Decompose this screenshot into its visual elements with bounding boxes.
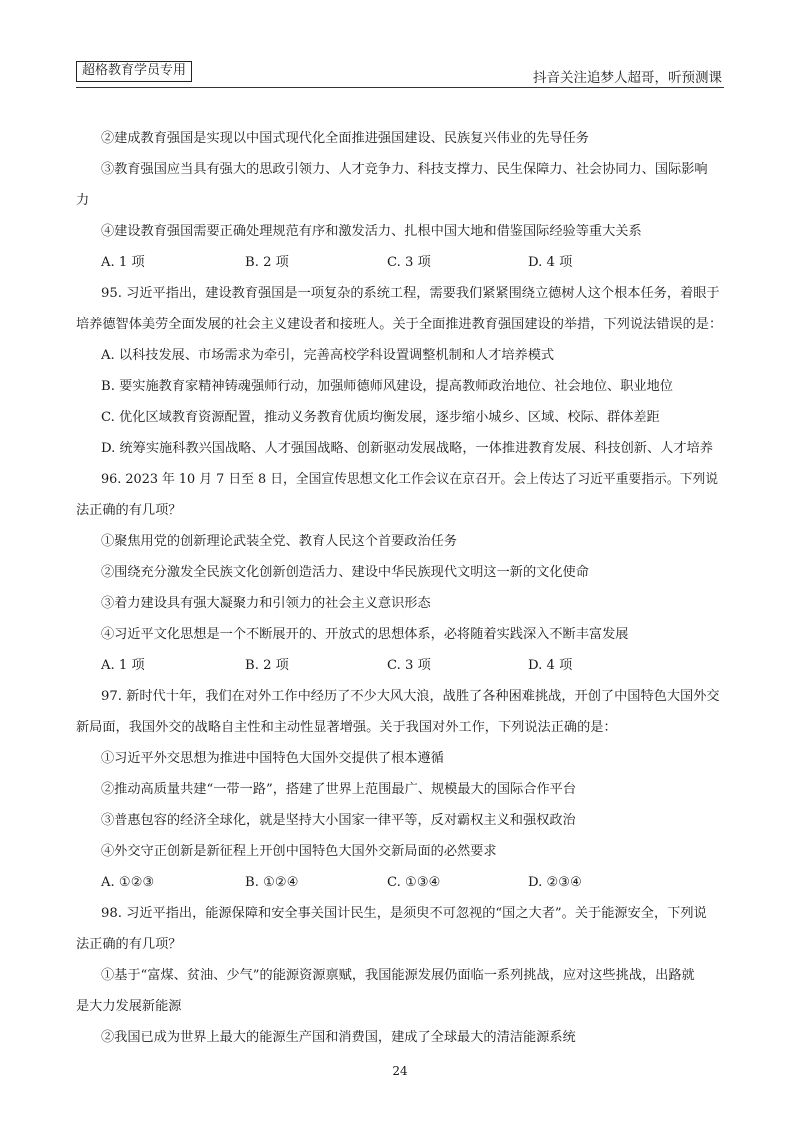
q94-option-d: D. 4 项 [528, 255, 573, 270]
q97-stem-cont: 新局面，我国外交的战略自主性和主动性显著增强。关于我国对外工作，下列说法正确的是： [76, 720, 617, 735]
header-divider [76, 87, 724, 88]
q94-option-a: A. 1 项 [101, 255, 145, 270]
q96-item-2: ②围绕充分激发全民族文化创新创造活力、建设中华民族现代文明这一新的文化使命 [101, 565, 589, 580]
q97-option-d: D. ②③④ [528, 875, 582, 890]
q97-item-2: ②推动高质量共建“一带一路”，搭建了世界上范围最广、规模最大的国际合作平台 [101, 782, 577, 797]
q96-option-d: D. 4 项 [528, 658, 573, 673]
q98-item-1: ①基于“富煤、贫油、少气”的能源资源禀赋，我国能源发展仍面临一系列挑战，应对这些挑战，出路就 [101, 968, 695, 983]
q98-stem-cont: 法正确的有几项？ [76, 937, 182, 952]
q97-option-a: A. ①②③ [101, 875, 155, 890]
q95-option-a: A. 以科技发展、市场需求为牵引，完善高校学科设置调整机制和人才培养模式 [101, 348, 555, 363]
q97-item-3: ③普惠包容的经济全球化，就是坚持大小国家一律平等，反对霸权主义和强权政治 [101, 813, 576, 828]
q96-stem-cont: 法正确的有几项？ [76, 503, 182, 518]
header-badge: 超格教育学员专用 [76, 61, 192, 82]
q94-item-2: ②建成教育强国是实现以中国式现代化全面推进强国建设、民族复兴伟业的先导任务 [101, 131, 589, 146]
q98-stem: 98. 习近平指出，能源保障和安全事关国计民生，是须臾不可忽视的“国之大者”。关于能源安全，下列说 [101, 906, 707, 921]
q95-option-b: B. 要实施教育家精神铸魂强师行动，加强师德师风建设，提高教师政治地位、社会地位、职业地位 [101, 379, 673, 394]
q96-option-c: C. 3 项 [387, 658, 431, 673]
q97-stem: 97. 新时代十年，我们在对外工作中经历了不少大风大浪，战胜了各种困难挑战，开创了中国特色大国外交 [101, 689, 720, 704]
q95-option-d: D. 统筹实施科教兴国战略、人才强国战略、创新驱动发展战略，一体推进教育发展、科技创新、人才培养 [101, 441, 713, 456]
q97-item-4: ④外交守正创新是新征程上开创中国特色大国外交新局面的必然要求 [101, 844, 497, 859]
q96-option-b: B. 2 项 [245, 658, 289, 673]
q94-option-b: B. 2 项 [245, 255, 289, 270]
q96-item-1: ①聚焦用党的创新理论武装全党、教育人民这个首要政治任务 [101, 534, 458, 549]
q98-item-1-cont: 是大力发展新能源 [76, 999, 182, 1014]
page-number: 24 [392, 1064, 408, 1078]
q94-item-3-cont: 力 [76, 193, 90, 208]
q95-option-c: C. 优化区域教育资源配置，推动义务教育优质均衡发展，逐步缩小城乡、区域、校际、群体差距 [101, 410, 660, 425]
q97-option-b: B. ①②④ [245, 875, 299, 890]
q94-option-c: C. 3 项 [387, 255, 431, 270]
q96-item-3: ③着力建设具有强大凝聚力和引领力的社会主义意识形态 [101, 596, 431, 611]
q94-item-3: ③教育强国应当具有强大的思政引领力、人才竞争力、科技支撑力、民生保障力、社会协同力、国际影响 [101, 162, 708, 177]
q95-stem: 95. 习近平指出，建设教育强国是一项复杂的系统工程，需要我们紧紧围绕立德树人这个根本任务，着眼于 [101, 286, 720, 301]
q96-stem: 96. 2023 年 10 月 7 日至 8 日，全国宣传思想文化工作会议在京召开。会上传达了习近平重要指示。下列说 [101, 472, 719, 487]
q96-option-a: A. 1 项 [101, 658, 145, 673]
q98-item-2: ②我国已成为世界上最大的能源生产国和消费国，建成了全球最大的清洁能源系统 [101, 1030, 576, 1045]
q96-item-4: ④习近平文化思想是一个不断展开的、开放式的思想体系，必将随着实践深入不断丰富发展 [101, 627, 629, 642]
q97-item-1: ①习近平外交思想为推进中国特色大国外交提供了根本遵循 [101, 751, 444, 766]
q94-item-4: ④建设教育强国需要正确处理规范有序和激发活力、扎根中国大地和借鉴国际经验等重大关系 [101, 224, 642, 239]
header-promo: 抖音关注追梦人超哥，听预测课 [533, 70, 722, 86]
q97-option-c: C. ①③④ [387, 875, 441, 890]
q95-stem-cont: 培养德智体美劳全面发展的社会主义建设者和接班人。关于全面推进教育强国建设的举措，下列说法错误的是： [76, 317, 723, 332]
